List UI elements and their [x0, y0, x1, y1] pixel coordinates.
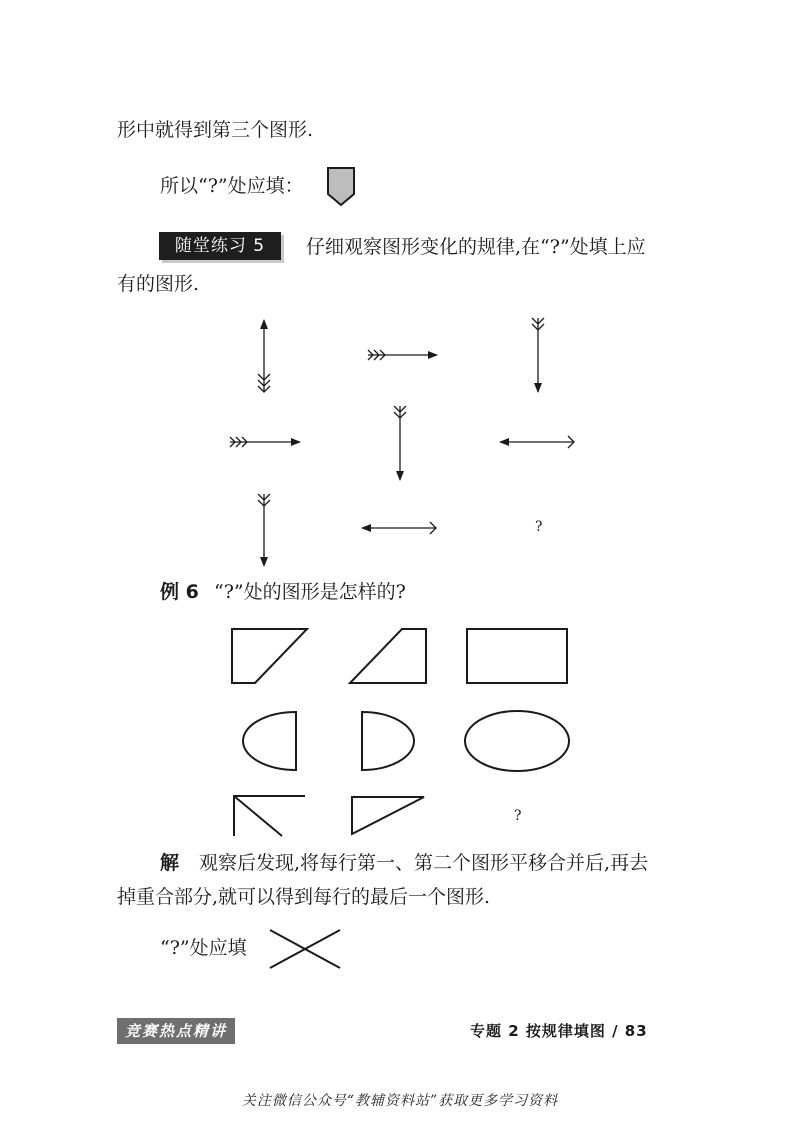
arrow-down: [532, 318, 544, 392]
arrow-down: [394, 406, 406, 480]
example-label: 例 6: [160, 581, 199, 603]
arrow-left: [362, 522, 436, 534]
shapes-question-mark: ?: [514, 808, 522, 824]
arrow-left: [500, 436, 574, 448]
triangle-shape: [352, 797, 424, 834]
rectangle-shape: [467, 629, 567, 683]
solution-line1: 观察后发现,将每行第一、第二个图形平移合并后,再去: [199, 852, 649, 874]
ellipse-shape: [465, 711, 569, 771]
arrow-right: [230, 437, 300, 447]
cross-answer-shape: [270, 930, 340, 968]
exercise-badge: 随堂练习 5: [159, 232, 281, 260]
exercise-question-line2: 有的图形.: [117, 273, 200, 295]
footer-page-info: 专题 2 按规律填图 / 83: [470, 1022, 648, 1040]
trapezoid-left-shape: [232, 629, 307, 683]
exercise-question-line1: 仔细观察图形变化的规律,在“?”处填上应: [306, 236, 646, 258]
solution-label: 解: [160, 852, 180, 874]
pentagon-answer-icon: [328, 168, 354, 205]
final-answer-text: “?”处应填: [160, 937, 247, 959]
solution-line2: 掉重合部分,就可以得到每行的最后一个图形.: [117, 886, 491, 908]
answer-previous-text: 所以“?”处应填：: [160, 175, 304, 197]
trapezoid-right-shape: [350, 629, 426, 683]
arrow-right: [368, 350, 437, 360]
half-ellipse-left-shape: [243, 712, 296, 770]
half-ellipse-right-shape: [362, 712, 414, 770]
watermark-text: 关注微信公众号“教辅资料站”获取更多学习资料: [241, 1093, 559, 1109]
arrow-grid-question-mark: ?: [535, 519, 543, 535]
corner-lines-shape: [234, 796, 305, 836]
arrow-down: [258, 494, 270, 566]
example-question: “?”处的图形是怎样的?: [214, 581, 406, 603]
text-line-continuation: 形中就得到第三个图形.: [117, 119, 314, 141]
arrow-up: [258, 320, 270, 392]
footer-section-tag: 竞赛热点精讲: [117, 1018, 235, 1044]
